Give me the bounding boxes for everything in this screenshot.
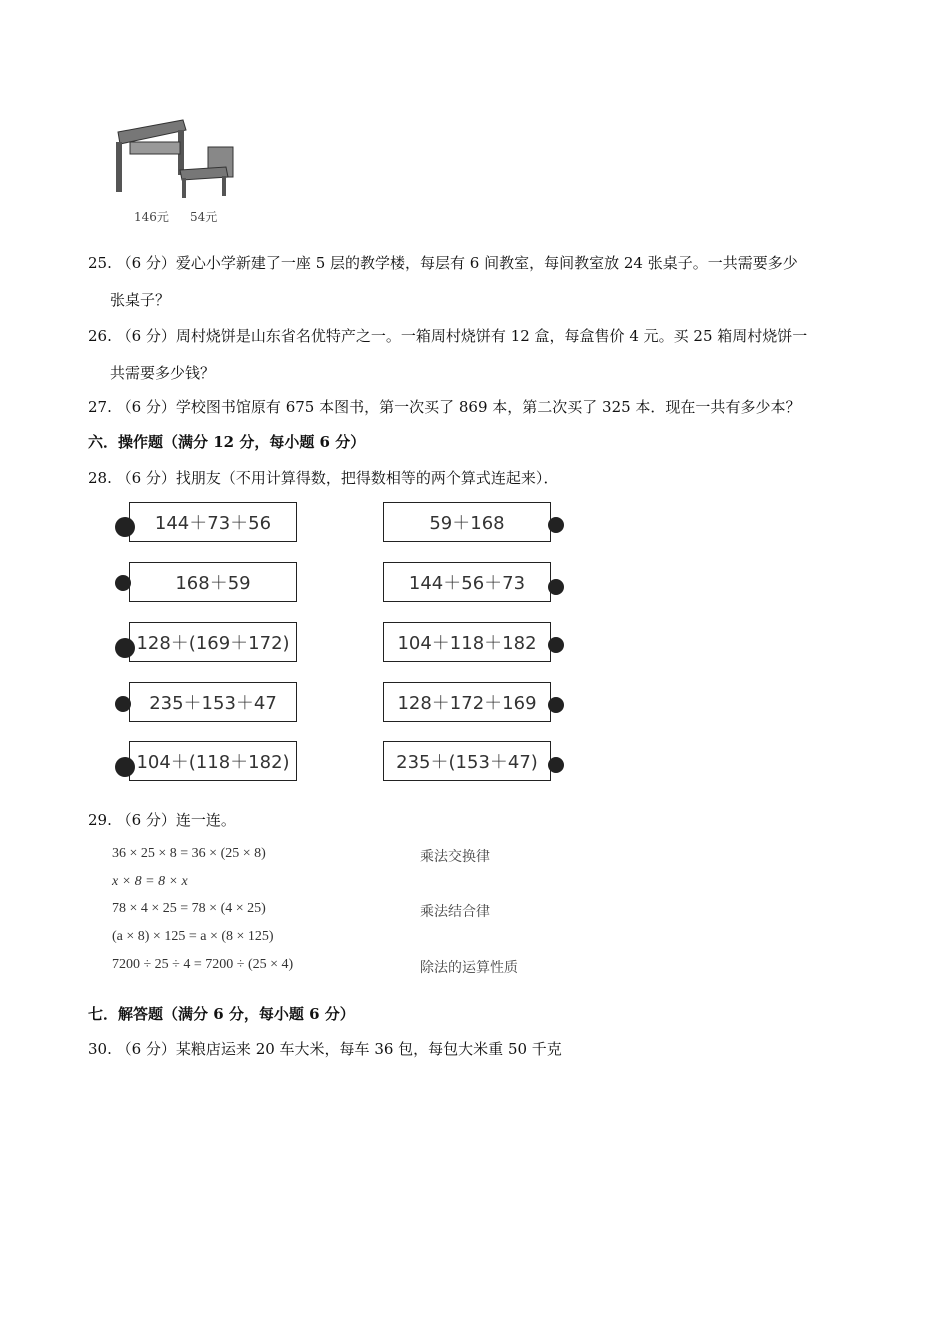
law-label: 乘法交换律 xyxy=(420,849,490,865)
q25-line1: 25. （6 分）爱心小学新建了一座 5 层的教学楼，每层有 6 间教室，每间教室放 24 张桌子。一共需要多少 xyxy=(88,254,798,272)
q27-line1: 27. （6 分）学校图书馆原有 675 本图书，第一次买了 869 本，第二次买了 325 本．现在一共有多少本？ xyxy=(88,398,801,416)
q26-line2: 共需要多少钱？ xyxy=(110,364,216,382)
equation: 7200 ÷ 25 ÷ 4 = 7200 ÷ (25 × 4) xyxy=(112,957,294,972)
child-icon xyxy=(115,757,135,777)
child-icon xyxy=(548,637,564,653)
child-icon xyxy=(115,696,131,712)
right-expression-box: 104＋118＋182 xyxy=(383,622,551,662)
left-expression-box: 235＋153＋47 xyxy=(129,682,297,722)
left-expression-box: 144＋73＋56 xyxy=(129,502,297,542)
left-expression-box: 168＋59 xyxy=(129,562,297,602)
equation: (a × 8) × 125 = a × (8 × 125) xyxy=(112,929,274,944)
child-icon xyxy=(548,697,564,713)
law-label: 除法的运算性质 xyxy=(420,960,518,976)
left-expression-box: 104＋(118＋182) xyxy=(129,741,297,781)
desk-price: 146元 xyxy=(134,210,169,224)
section-6-heading: 六．操作题（满分 12 分，每小题 6 分） xyxy=(88,433,366,451)
child-icon xyxy=(115,517,135,537)
right-expression-box: 235＋(153＋47) xyxy=(383,741,551,781)
equation: x × 8 = 8 × x xyxy=(112,874,188,889)
child-icon xyxy=(115,638,135,658)
equation: 78 × 4 × 25 = 78 × (4 × 25) xyxy=(112,901,266,916)
q29-text: 29. （6 分）连一连。 xyxy=(88,811,236,829)
equation: 36 × 25 × 8 = 36 × (25 × 8) xyxy=(112,846,266,861)
child-icon xyxy=(548,579,564,595)
q30-text: 30. （6 分）某粮店运来 20 车大米，每车 36 包，每包大米重 50 千克 xyxy=(88,1040,562,1058)
right-expression-box: 144＋56＋73 xyxy=(383,562,551,602)
right-expression-box: 59＋168 xyxy=(383,502,551,542)
child-icon xyxy=(115,575,131,591)
left-expression-box: 128＋(169＋172) xyxy=(129,622,297,662)
q28-text: 28. （6 分）找朋友（不用计算得数，把得数相等的两个算式连起来）． xyxy=(88,469,559,487)
q25-line2: 张桌子？ xyxy=(110,291,171,309)
q26-line1: 26. （6 分）周村烧饼是山东省名优特产之一。一箱周村烧饼有 12 盒，每盒售价 4 元。买 25 箱周村烧饼一 xyxy=(88,327,808,345)
chair-price: 54元 xyxy=(190,210,218,224)
section-7-heading: 七．解答题（满分 6 分，每小题 6 分） xyxy=(88,1005,355,1023)
child-icon xyxy=(548,757,564,773)
child-icon xyxy=(548,517,564,533)
right-expression-box: 128＋172＋169 xyxy=(383,682,551,722)
law-label: 乘法结合律 xyxy=(420,904,490,920)
